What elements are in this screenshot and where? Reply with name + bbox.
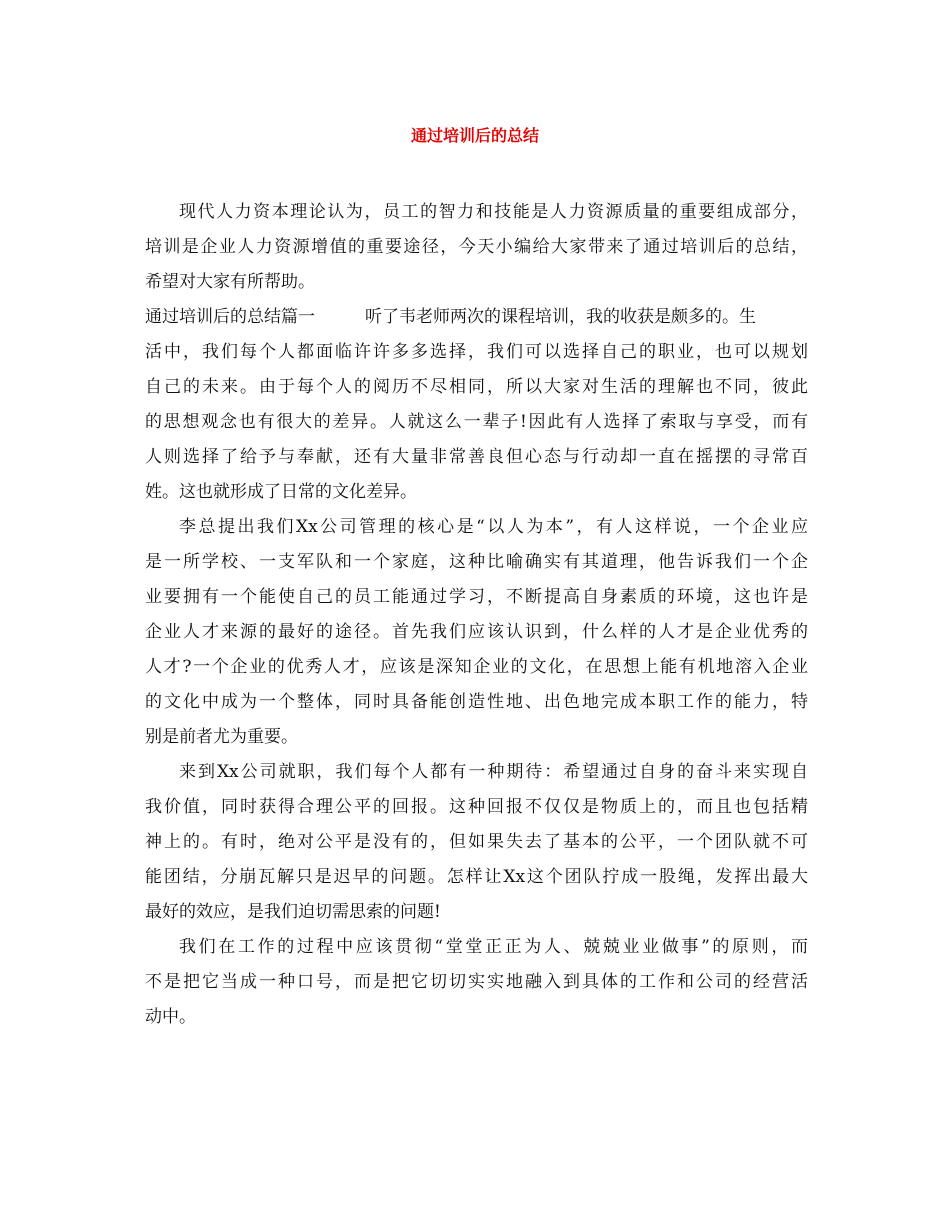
paragraph-line: 动中。: [145, 1007, 196, 1027]
paragraph-line: 姓。这也就形成了日常的文化差异。: [145, 482, 417, 502]
paragraph-line: 我们在工作的过程中应该贯彻“堂堂正正为人、兢兢业业做事”的原则，而: [179, 937, 808, 957]
paragraph-line: 希望对大家有所帮助。: [145, 272, 315, 292]
paragraph-line: 企业人才来源的最好的途径。首先我们应该认识到，什么样的人才是企业优秀的: [145, 622, 808, 642]
paragraph-line: 的文化中成为一个整体，同时具备能创造性地、出色地完成本职工作的能力，特: [145, 692, 808, 712]
paragraph-line-text: 听了韦老师两次的课程培训，我的收获是颇多的。生: [365, 307, 756, 327]
paragraph-line: 我价值，同时获得合理公平的回报。这种回报不仅仅是物质上的，而且也包括精: [145, 797, 808, 817]
paragraph-line: 来到Xx公司就职，我们每个人都有一种期待：希望通过自身的奋斗来实现自: [179, 762, 808, 782]
document-title: 通过培训后的总结: [410, 126, 539, 145]
paragraph-intro: [145, 195, 808, 300]
paragraph-fairness: [145, 755, 808, 930]
paragraph-line: 业要拥有一个能使自己的员工能通过学习，不断提高自身素质的环境，这也许是: [145, 587, 808, 607]
paragraph-line: 活中，我们每个人都面临许许多多选择，我们可以选择自己的职业，也可以规划: [145, 342, 808, 362]
paragraph-line: 别是前者尤为重要。: [145, 727, 298, 747]
paragraph-line: 是一所学校、一支军队和一个家庭，这种比喻确实有其道理，他告诉我们一个企: [145, 552, 808, 572]
paragraph-people-first: [145, 510, 808, 755]
paragraph-line: 最好的效应，是我们迫切需思索的问题!: [145, 902, 441, 922]
paragraph-line: 神上的。有时，绝对公平是没有的，但如果失去了基本的公平，一个团队就不可: [145, 832, 808, 852]
paragraph-line: 能团结，分崩瓦解只是迟早的问题。怎样让Xx这个团队拧成一股绳，发挥出最大: [145, 867, 808, 887]
paragraph-line: 自己的未来。由于每个人的阅历不尽相同，所以大家对生活的理解也不同，彼此: [145, 377, 808, 397]
paragraph-line: 人则选择了给予与奉献，还有大量非常善良但心态与行动却一直在摇摆的寻常百: [145, 447, 808, 467]
paragraph-line: 现代人力资本理论认为，员工的智力和技能是人力资源质量的重要组成部分，: [179, 202, 808, 222]
paragraph-line: 人才?一个企业的优秀人才，应该是深知企业的文化，在思想上能有机地溶入企业: [145, 657, 808, 677]
section-heading: 通过培训后的总结篇一: [145, 307, 315, 327]
paragraph-section-one: [145, 300, 808, 510]
paragraph-principle: [145, 930, 808, 1035]
paragraph-line-with-heading: [145, 300, 808, 335]
paragraph-line: 的思想观念也有很大的差异。人就这么一辈子!因此有人选择了索取与享受，而有: [145, 412, 808, 432]
paragraph-line: 不是把它当成一种口号，而是把它切切实实地融入到具体的工作和公司的经营活: [145, 972, 808, 992]
paragraph-line: 李总提出我们Xx公司管理的核心是“以人为本”，有人这样说，一个企业应: [179, 517, 808, 537]
document-body: [145, 195, 808, 1035]
paragraph-line: 培训是企业人力资源增值的重要途径，今天小编给大家带来了通过培训后的总结，: [145, 237, 808, 257]
